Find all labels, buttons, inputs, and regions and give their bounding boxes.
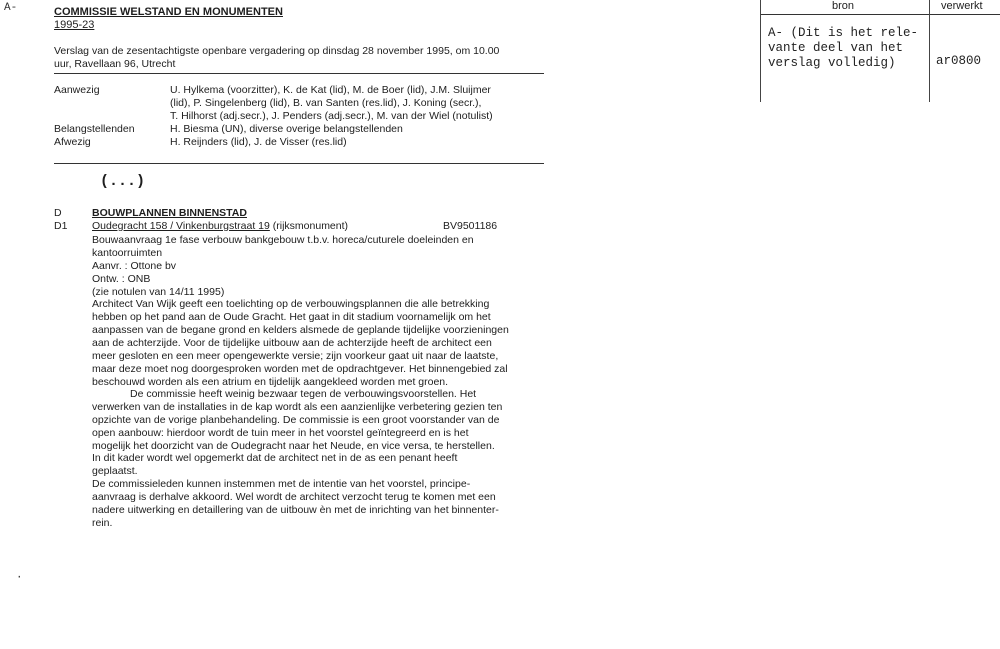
body-line: aanvraag is derhalve akkoord. Wel wordt de architect verzocht terug te komen met een [92, 491, 496, 503]
body-line: meer gesloten en een meer opengewerkte versie; zijn voorkeur gaat uit naar de laatste, [92, 350, 499, 362]
body-line: aanpassen van de begane grond en kelders alsmede de geplande tijdelijke voorzieningen [92, 324, 509, 336]
committee-title: COMMISSIE WELSTAND EN MONUMENTEN [54, 6, 283, 18]
body-line: maar deze moet nog doorgesproken worden met de opdrachtgever. Het binnengebied zal [92, 363, 508, 375]
archive-code: ar0800 [936, 54, 982, 68]
body-line: De commissie heeft weinig bezwaar tegen de verbouwingsvoorstellen. Het [130, 388, 477, 400]
report-line-1: Verslag van de zesentachtigste openbare vergadering op dinsdag 28 november 1995, om 10.00 [54, 45, 500, 57]
section-code: D [54, 207, 62, 219]
table-left-rule [760, 0, 761, 102]
present-line-2: (lid), P. Singelenberg (lid), B. van Santen (res.lid), J. Koning (secr.), [170, 97, 482, 109]
body-line: beschouwd worden als een atrium en tijdelijk aangekleed worden met groen. [92, 376, 449, 388]
body-line: Ontw. : ONB [92, 273, 151, 285]
body-line: hebben op het pand aan de Oude Gracht. Het gaat in dit stadium voornamelijk om het [92, 311, 491, 323]
body-line: Bouwaanvraag 1e fase verbouw bankgebouw t.b.v. horeca/cuturele doeleinden en [92, 234, 474, 246]
absent-text: H. Reijnders (lid), J. de Visser (res.lid) [170, 136, 347, 148]
item-status: (rijksmonument) [272, 220, 349, 232]
body-line: Aanvr. : Ottone bv [92, 260, 177, 272]
table-header-rule [760, 14, 1000, 15]
body-line: aan de achterzijde. Voor de tijdelijke uitbouw aan de achterzijde heeft de architect een [92, 337, 492, 349]
body-line: nadere uitwerking en detaillering van de uitbouw èn met de inrichting van het binnenter- [92, 504, 499, 516]
margin-mark-a: A- [4, 2, 18, 14]
present-label: Aanwezig [54, 84, 100, 96]
item-heading [92, 220, 348, 233]
body-line: De commissieleden kunnen instemmen met de intentie van het voorstel, principe- [92, 478, 471, 490]
item-reference: BV9501186 [443, 220, 498, 232]
present-line-3: T. Hilhorst (adj.secr.), J. Penders (adj.secr.), M. van der Wiel (notulist) [170, 110, 493, 122]
body-line: verwerken van de installaties in de kap wordt als een aanzienlijke verbetering gezien ten [92, 401, 503, 413]
item-code: D1 [54, 220, 68, 232]
body-line: geplaatst. [92, 465, 138, 477]
body-line: kantoorruimten [92, 247, 163, 259]
body-line: (zie notulen van 14/11 1995) [92, 286, 225, 298]
item-address: Oudegracht 158 / Vinkenburgstraat 19 [92, 220, 270, 232]
omission-ellipsis: (...) [100, 173, 146, 190]
body-line: open aanbouw: hierdoor wordt de tuin meer in het voorstel geïntegreerd en is het [92, 427, 469, 439]
table-mid-rule [929, 0, 930, 102]
header-divider [54, 73, 544, 74]
present-line-1: U. Hylkema (voorzitter), K. de Kat (lid), M. de Boer (lid), J.M. Sluijmer [170, 84, 491, 96]
absent-label: Afwezig [54, 136, 91, 148]
body-line: opzichte van de vorige planbehandeling. De commissie is een groot voorstander van de [92, 414, 500, 426]
report-number: 1995-23 [54, 19, 95, 31]
column-verwerkt: verwerkt [941, 0, 983, 12]
margin-dot: · [16, 572, 23, 584]
interested-label: Belangstellenden [54, 123, 135, 135]
body-line: Architect Van Wijk geeft een toelichting op de verbouwingsplannen die alle betrekking [92, 298, 490, 310]
report-line-2: uur, Ravellaan 96, Utrecht [54, 58, 176, 70]
attendance-divider [54, 163, 544, 164]
interested-text: H. Biesma (UN), diverse overige belangstellenden [170, 123, 403, 135]
body-line: rein. [92, 517, 113, 529]
column-bron: bron [832, 0, 855, 12]
section-title: BOUWPLANNEN BINNENSTAD [92, 207, 247, 219]
source-note: A- (Dit is het rele- vante deel van het verslag volledig) [768, 26, 919, 70]
body-line: In dit kader wordt wel opgemerkt dat de architect net in de as een penant heeft [92, 452, 458, 464]
body-line: mogelijk het doorzicht van de Oudegracht naar het Neude, en vice versa, te herstellen. [92, 440, 495, 452]
